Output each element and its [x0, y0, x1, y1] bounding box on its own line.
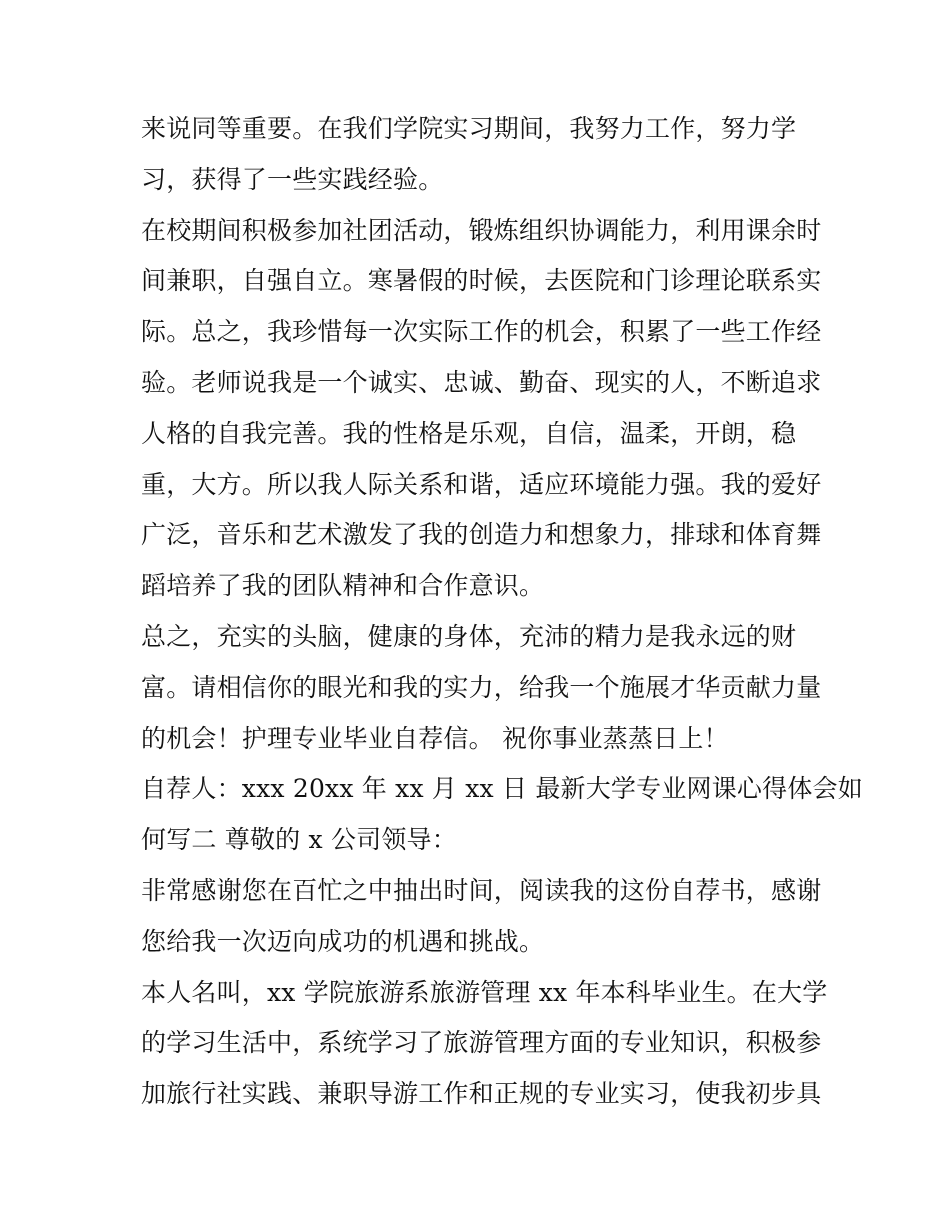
body-text	[141, 104, 863, 1120]
text-line: 的学习生活中，系统学习了旅游管理方面的专业知识，积极参	[141, 1028, 822, 1058]
text-line: 间兼职，自强自立。寒暑假的时候，去医院和门诊理论联系实	[141, 266, 822, 296]
text-line: 在校期间积极参加社团活动，锻炼组织协调能力，利用课余时	[141, 215, 822, 245]
text-line: 验。老师说我是一个诚实、忠诚、勤奋、现实的人，不断追求	[141, 367, 822, 397]
text-line: 的机会！护理专业毕业自荐信。 祝你事业蒸蒸日上！	[141, 723, 729, 753]
text-line: 非常感谢您在百忙之中抽出时间，阅读我的这份自荐书，感谢	[141, 875, 822, 905]
text-line: 您给我一次迈向成功的机遇和挑战。	[141, 926, 545, 956]
text-line: 自荐人：xxx 20xx 年 xx 月 xx 日 最新大学专业网课心得体会如	[141, 774, 863, 804]
text-line: 富。请相信你的眼光和我的实力，给我一个施展才华贡献力量	[141, 672, 822, 702]
text-line: 际。总之，我珍惜每一次实际工作的机会，积累了一些工作经	[141, 317, 822, 347]
text-line: 人格的自我完善。我的性格是乐观，自信，温柔，开朗，稳	[141, 418, 797, 448]
text-line: 蹈培养了我的团队精神和合作意识。	[141, 571, 545, 601]
text-line: 重，大方。所以我人际关系和谐，适应环境能力强。我的爱好	[141, 469, 822, 499]
text-line: 加旅行社实践、兼职导游工作和正规的专业实习，使我初步具	[141, 1079, 822, 1109]
text-line: 习，获得了一些实践经验。	[141, 164, 444, 194]
text-line: 广泛，音乐和艺术激发了我的创造力和想象力，排球和体育舞	[141, 520, 822, 550]
text-line: 本人名叫，xx 学院旅游系旅游管理 xx 年本科毕业生。在大学	[141, 977, 828, 1007]
text-line: 来说同等重要。在我们学院实习期间，我努力工作，努力学	[141, 114, 797, 143]
text-line: 总之，充实的头脑，健康的身体，充沛的精力是我永远的财	[141, 621, 797, 651]
text-line: 何写二 尊敬的 x 公司领导：	[141, 825, 457, 855]
